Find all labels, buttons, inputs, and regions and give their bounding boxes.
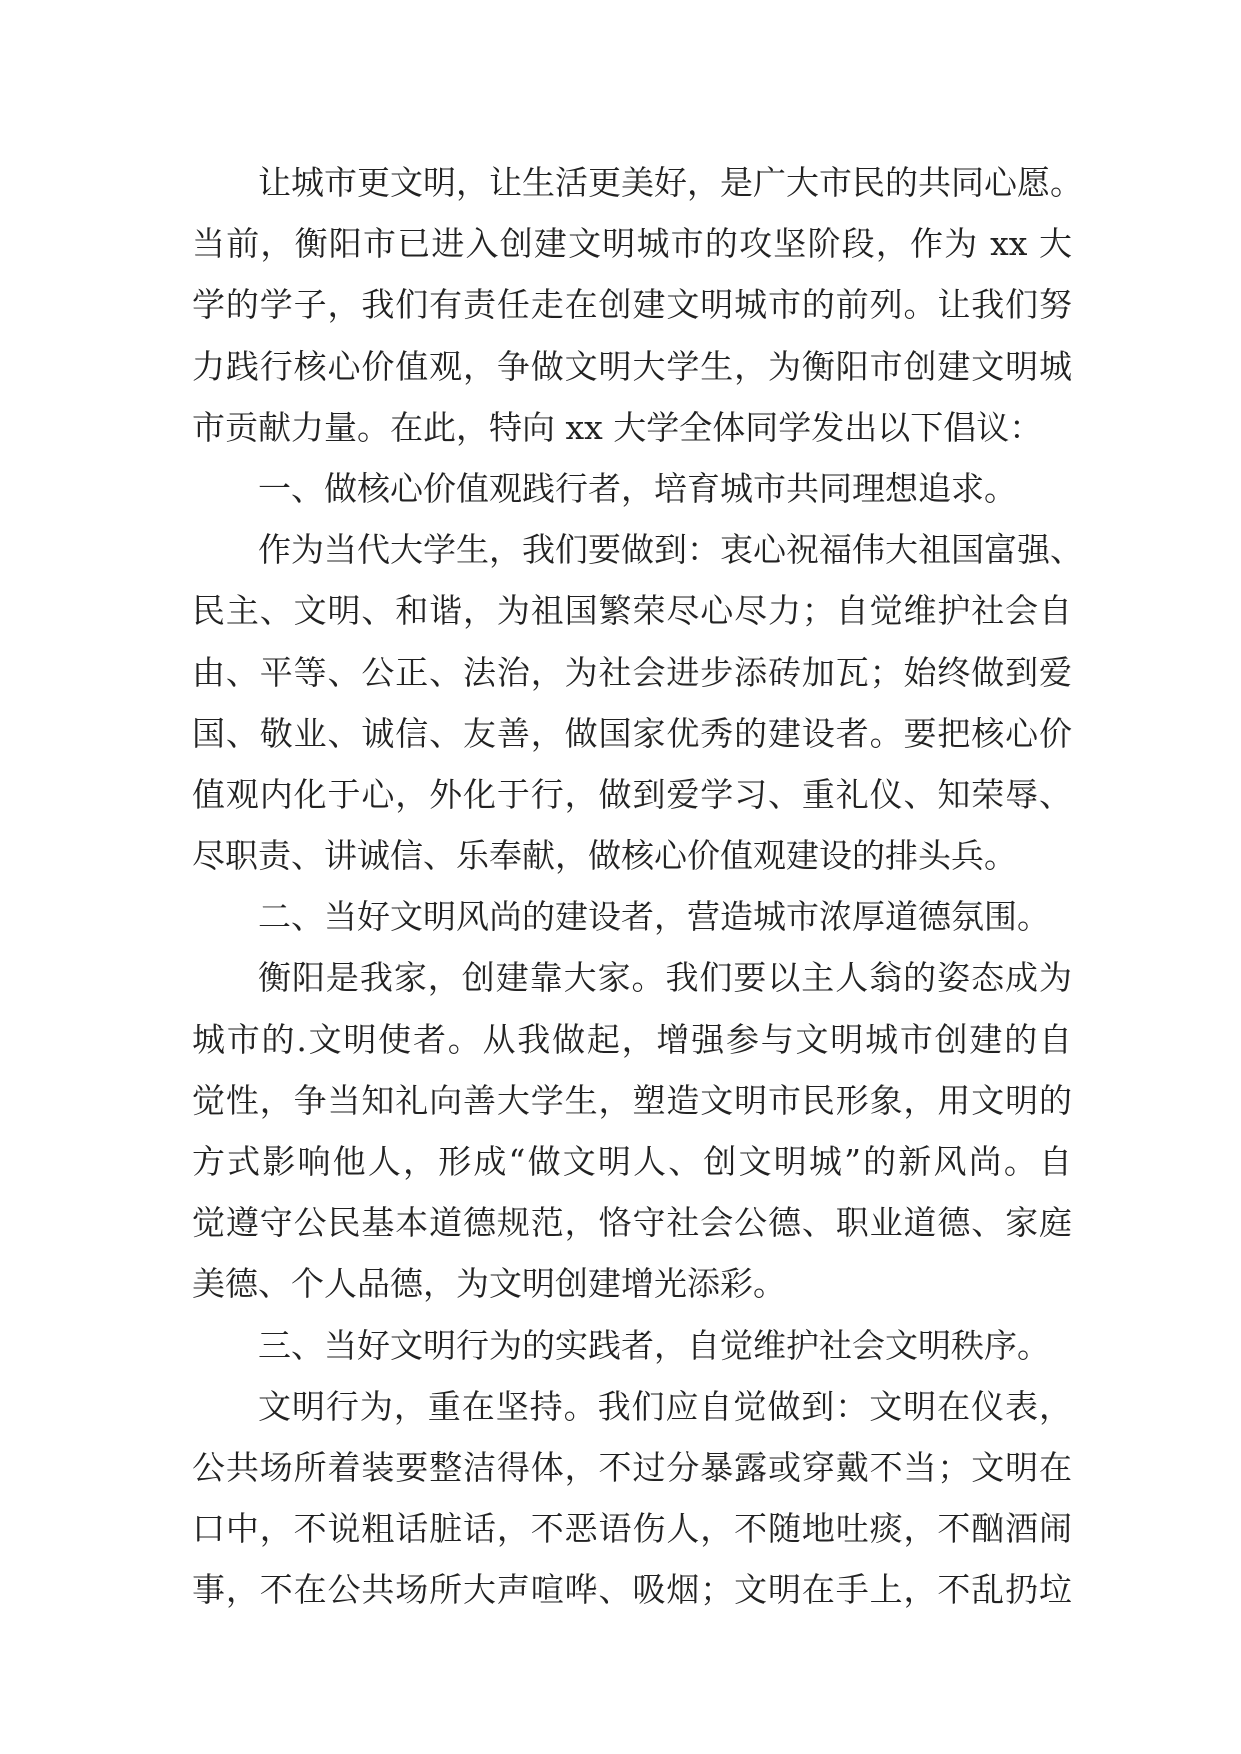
text-line: 力践行核心价值观，争做文明大学生，为衡阳市创建文明城 [192,346,1072,386]
text-line: 美德、个人品德，为文明创建增光添彩。 [192,1264,786,1304]
text-line: 尽职责、讲诚信、乐奉献，做核心价值观建设的排头兵。 [192,836,1017,876]
text-line: 口中，不说粗话脏话，不恶语伤人，不随地吐痰，不酗酒闹 [192,1509,1072,1549]
text-line: 觉性，争当知礼向善大学生，塑造文明市民形象，用文明的 [192,1080,1072,1120]
text-line: 由、平等、公正、法治，为社会进步添砖加瓦；始终做到爱 [192,652,1072,692]
text-line: 三、当好文明行为的实践者，自觉维护社会文明秩序。 [258,1325,1050,1365]
text-line: 作为当代大学生，我们要做到：衷心祝福伟大祖国富强、 [258,530,1083,570]
text-line: 公共场所着装要整洁得体，不过分暴露或穿戴不当；文明在 [192,1447,1072,1487]
text-line: 市贡献力量。在此，特向 xx 大学全体同学发出以下倡议： [192,407,1043,447]
text-line: 让城市更文明，让生活更美好，是广大市民的共同心愿。 [258,163,1083,202]
text-line: 事，不在公共场所大声喧哗、吸烟；文明在手上，不乱扔垃 [192,1570,1072,1610]
text-line: 一、做核心价值观践行者，培育城市共同理想追求。 [258,468,1017,508]
text-line: 国、敬业、诚信、友善，做国家优秀的建设者。要把核心价 [192,713,1072,753]
text-line: 文明行为，重在坚持。我们应自觉做到：文明在仪表， [258,1386,1072,1426]
text-line: 方式影响他人，形成“做文明人、创文明城”的新风尚。自 [192,1142,1072,1181]
text-line: 二、当好文明风尚的建设者，营造城市浓厚道德氛围。 [258,897,1050,937]
text-line: 觉遵守公民基本道德规范，恪守社会公德、职业道德、家庭 [192,1203,1072,1243]
text-line: 学的学子，我们有责任走在创建文明城市的前列。让我们努 [192,285,1072,325]
text-line: 当前，衡阳市已进入创建文明城市的攻坚阶段，作为 xx 大 [192,224,1072,264]
document-body [192,152,1083,1621]
text-line: 民主、文明、和谐，为祖国繁荣尽心尽力；自觉维护社会自 [192,591,1072,631]
text-line: 衡阳是我家，创建靠大家。我们要以主人翁的姿态成为 [258,958,1072,998]
text-line: 城市的.文明使者。从我做起，增强参与文明城市创建的自 [192,1019,1072,1059]
text-line: 值观内化于心，外化于行，做到爱学习、重礼仪、知荣辱、 [192,774,1072,814]
